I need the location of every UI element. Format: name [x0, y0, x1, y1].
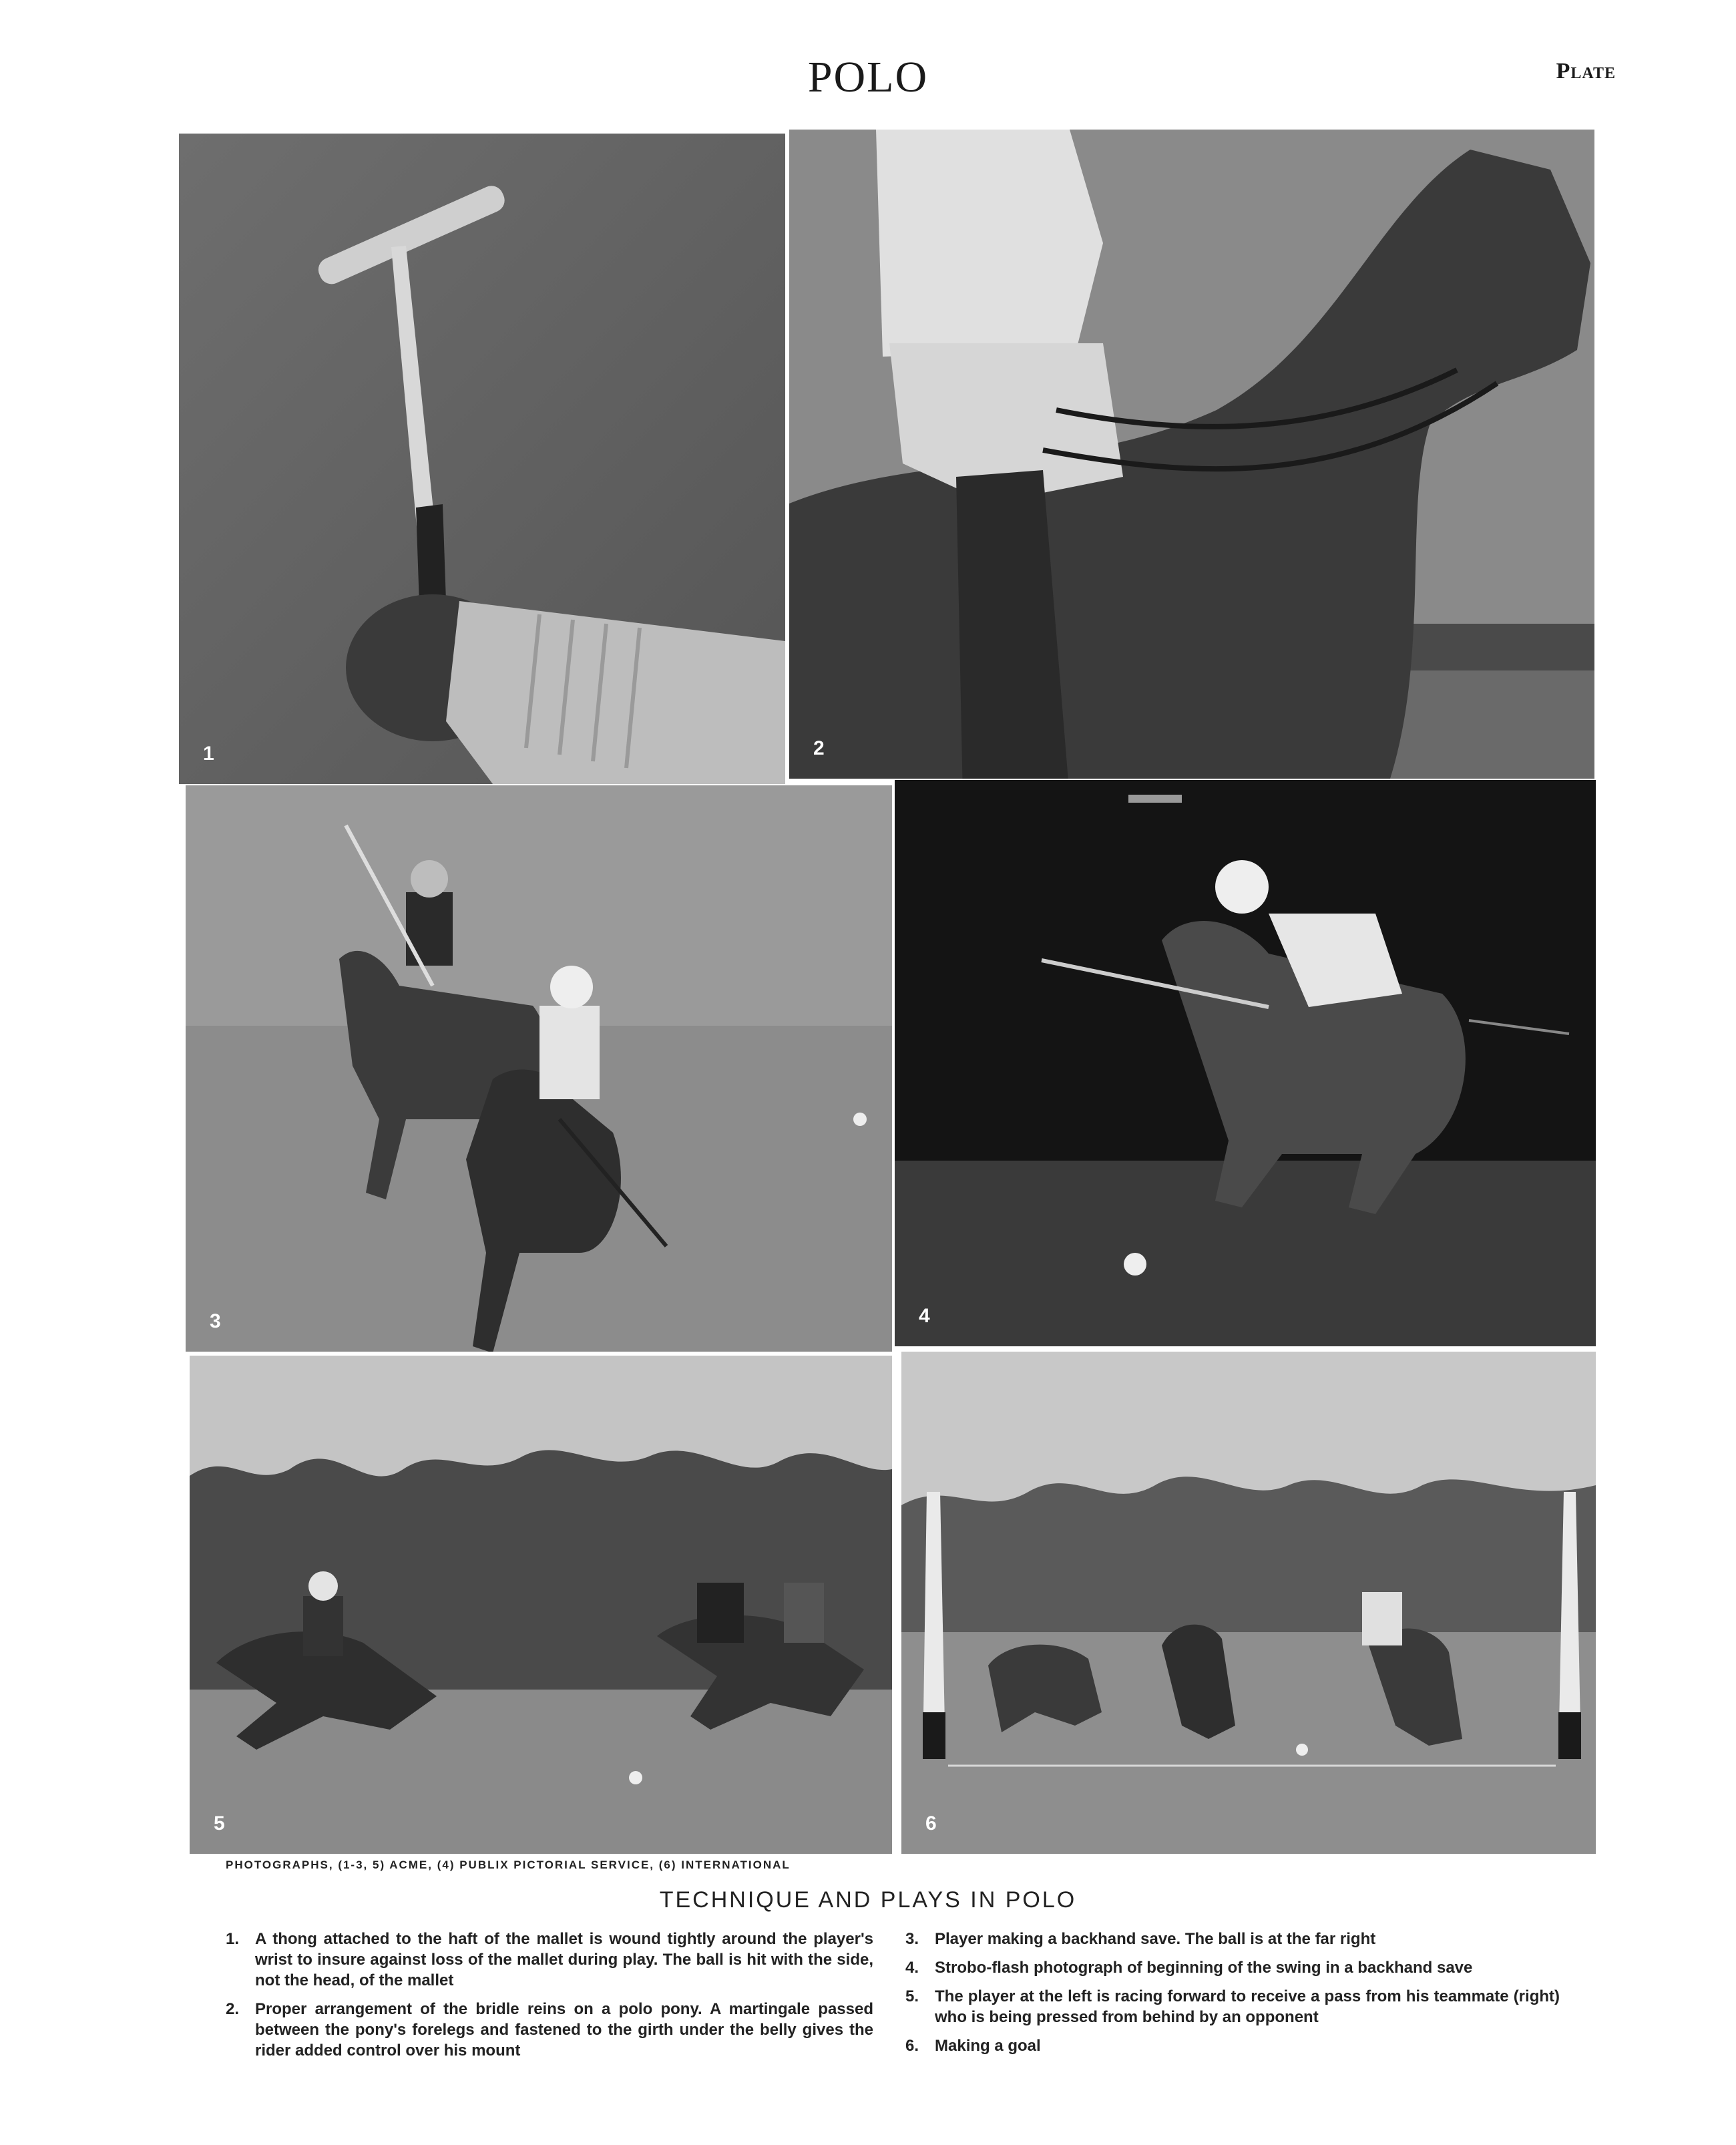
photo-1-image	[179, 134, 785, 784]
photo-number: 3	[210, 1310, 221, 1332]
caption-title: TECHNIQUE AND PLAYS IN POLO	[659, 1887, 1077, 1913]
page-title: POLO	[807, 53, 929, 102]
photo-6-image	[901, 1352, 1596, 1854]
photo-number: 6	[925, 1812, 937, 1834]
photo-2-bridle-reins	[789, 130, 1594, 779]
photo-number: 1	[203, 743, 214, 765]
photo-5-image	[190, 1356, 892, 1854]
caption-item	[226, 1999, 873, 2061]
caption-item	[226, 1929, 873, 1991]
caption-number: 5.	[905, 1987, 919, 2005]
photo-4-strobo-flash	[895, 780, 1596, 1346]
plate-label: Plate	[1556, 59, 1616, 83]
caption-number: 6.	[905, 2037, 919, 2055]
photo-6-making-a-goal	[901, 1352, 1596, 1854]
caption-text: The player at the left is racing forward to receive a pass from his teammate (right) who is being pressed from behind by an opponent	[935, 1987, 1560, 2026]
caption-number: 1.	[226, 1930, 240, 1948]
photo-4-image	[895, 780, 1596, 1346]
captions-left-column	[226, 1929, 873, 2069]
caption-item	[905, 1986, 1560, 2027]
caption-text: Making a goal	[935, 2037, 1041, 2055]
caption-text: Player making a backhand save. The ball is at the far right	[935, 1930, 1376, 1948]
caption-text: Proper arrangement of the bridle reins on a polo pony. A martingale passed between the pony's forelegs and fastened to the girth under the belly gives the rider added control over his mount	[255, 2000, 873, 2060]
photo-number: 2	[813, 737, 825, 759]
photo-number: 4	[919, 1305, 930, 1327]
caption-number: 4.	[905, 1959, 919, 1977]
caption-text: A thong attached to the haft of the mallet is wound tightly around the player's wrist to insure against loss of the mallet during play. The ball is hit with the side, not the head, of the mallet	[255, 1930, 873, 1989]
photo-number: 5	[214, 1812, 225, 1834]
caption-number: 3.	[905, 1930, 919, 1948]
photo-1-mallet-wrist	[179, 134, 785, 784]
caption-item	[905, 1957, 1560, 1978]
caption-number: 2.	[226, 2000, 240, 2018]
caption-item	[905, 2035, 1560, 2056]
photo-5-racing-forward	[190, 1356, 892, 1854]
captions-right-column	[905, 1929, 1560, 2064]
photo-credits: PHOTOGRAPHS, (1-3, 5) ACME, (4) PUBLIX PICTORIAL SERVICE, (6) INTERNATIONAL	[226, 1859, 791, 1871]
caption-text: Strobo-flash photograph of beginning of the swing in a backhand save	[935, 1959, 1473, 1977]
caption-item	[905, 1929, 1560, 1949]
photo-3-image	[186, 785, 892, 1352]
photo-3-backhand-save	[186, 785, 892, 1352]
photo-2-image	[789, 130, 1594, 779]
